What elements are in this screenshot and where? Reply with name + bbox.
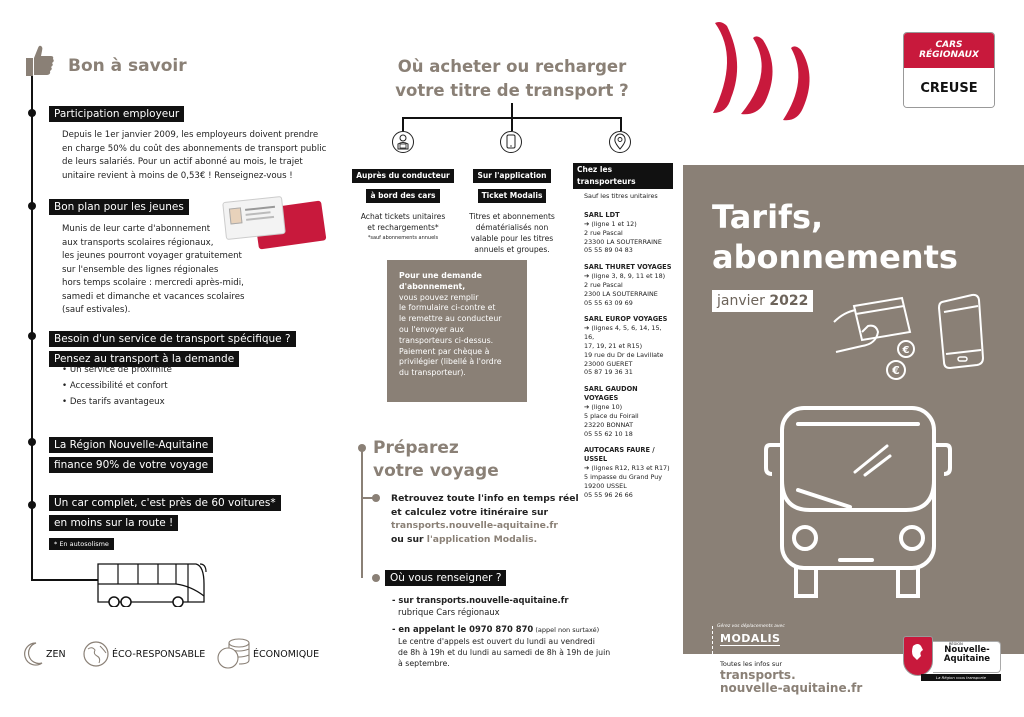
jeunes-text: Munis de leur carte d'abonnement aux transports scolaires régionaux, les jeunes pourront voyager gratuitement sur l'ensemble des lignes régionales hors temps scolaire : mercredi après-midi, samedi et dimanche et vacances scolaires (sauf estivales). [62, 224, 245, 315]
bullet-item: • Un service de proximité [62, 362, 172, 378]
connector [620, 117, 622, 131]
connector [511, 103, 513, 118]
tag-region-finance: La Région Nouvelle-Aquitaine finance 90% de votre voyage [49, 433, 213, 473]
footer-economique: ÉCONOMIQUE [217, 638, 319, 670]
driver-icon [392, 131, 414, 153]
carrier-thuret: SARL THURET VOYAGES ➔ (ligne 3, 8, 9, 11 et 18) 2 rue Pascal 2300 LA SOUTERRAINE 05 55 63 09 69 [584, 263, 672, 307]
globe-icon [82, 640, 110, 668]
timeline-dot [28, 438, 36, 446]
modalis-app-link[interactable]: l'application Modalis. [426, 533, 538, 545]
carrier-gaudon: SARL GAUDON VOYAGES ➔ (ligne 10) 5 place du Foirail 23220 BONNAT 05 55 62 10 18 [584, 385, 639, 438]
modalis-bracket [712, 626, 714, 684]
carrier-faure: AUTOCARS FAURE / USSEL ➔ (lignes R12, R13 et R17) 5 impasse du Grand Puy 19200 USSEL 05 55 96 26 66 [584, 446, 670, 499]
section-title-bon-a-savoir: Bon à savoir [68, 56, 187, 76]
coach-bus-icon [96, 562, 211, 607]
card-payment-icon [832, 292, 917, 382]
connector [402, 117, 404, 131]
svg-text:€: € [902, 345, 910, 356]
infos-label: Toutes les infos sur [720, 660, 783, 668]
where-to-buy-title: Où acheter ou recharger votre titre de transport ? [395, 57, 629, 100]
connector [511, 117, 513, 131]
footer-website-link[interactable]: transports. nouvelle-aquitaine.fr [720, 668, 863, 695]
timeline-dot [372, 494, 380, 502]
region-nouvelle-aquitaine-logo: RÉGION Nouvelle- Aquitaine La Région vous transporte [903, 636, 1003, 682]
carrier-europ: SARL EUROP VOYAGES ➔ (lignes 4, 5, 6, 14, 15, 16, 17, 19, 21 et R15) 19 rue du Dr de Lavillate 23000 GUERET 05 87 19 36 31 [584, 315, 668, 377]
subscription-cards-image [222, 195, 327, 250]
column-transporteurs: Chez les transporteurs Sauf les titres unitaires SARL LDT ➔ (ligne 1 et 12) 2 rue Pascal 23300 LA SOUTERRAINE 05 55 89 04 83 SARL THURET VOYAGES ➔ (ligne 3, 8, 9, 11 et 18) 2 rue Pascal 2300 LA SOUTERRAINE 05 55 63 09 69 SARL EUROP VOYAGES ➔ (lignes 4, 5, 6, 14, 15, 16, 17, 19, 21 et R15) 19 rue du Dr de Lavillate 23000 GUERET 05 87 19 36 31 SARL GAUDON VOYAGES ➔ (ligne 10) 5 place du Foirail 23220 BONNAT 05 55 62 10 18 AUTOCARS FAURE / USSEL ➔ (lignes R12, R13 et R17) 5 impasse du Grand Puy 19200 USSEL 05 55 96 26 66 [573, 163, 673, 500]
timeline-dot [28, 202, 36, 210]
footer-zen: ZEN [24, 641, 66, 667]
cars-regionaux-swoosh-logo [705, 18, 825, 123]
date-label: janvier 2022 [712, 290, 813, 312]
thumbs-up-icon [24, 44, 56, 78]
prepare-info: Retrouvez toute l'info en temps réel et calculez votre itinéraire sur transports.nouvelle-aquitaine.fr ou sur l'application Modalis. [391, 493, 579, 545]
prepare-title: Préparez votre voyage [373, 438, 499, 481]
smartphone-icon [936, 292, 986, 372]
smartphone-icon [500, 131, 522, 153]
tag-ou-vous-renseigner: Où vous renseigner ? [385, 570, 506, 586]
tag-participation-employeur: Participation employeur [49, 106, 184, 122]
timeline-dot [28, 501, 36, 509]
transport-demande-bullets [62, 362, 172, 410]
subscription-request-box: Pour une demande d'abonnement, vous pouvez remplir le formulaire ci-contre et le remettre au conducteur ou l'envoyer aux transporteurs ci-dessus. Paiement par chèque à privilégier (libellé à l'ordre du transporteur). [387, 260, 527, 402]
bullet-item: • Accessibilité et confort [62, 378, 172, 394]
carrier-sarl-ldt: SARL LDT ➔ (ligne 1 et 12) 2 rue Pascal 23300 LA SOUTERRAINE 05 55 89 04 83 [584, 211, 662, 255]
website-link[interactable]: transports.nouvelle-aquitaine.fr [391, 520, 558, 531]
modalis-caption: Gérez vos déplacements avec [717, 624, 785, 629]
footer-eco-responsable: ÉCO-RESPONSABLE [82, 640, 205, 668]
modalis-logo: MODALIS [720, 632, 781, 645]
location-pin-icon [609, 131, 631, 153]
moon-icon [24, 641, 44, 667]
svg-text:€: € [892, 364, 900, 377]
tag-bon-plan-jeunes: Bon plan pour les jeunes [49, 199, 189, 215]
bus-front-icon [760, 400, 960, 605]
participation-text: Depuis le 1er janvier 2009, les employeurs doivent prendre en charge 50% du coût des abonnements de transport public de leurs salariés. Pour un actif abonné au mois, le trajet unitaire revient à moins de 0,53€ ! Renseignez-vous ! [62, 130, 327, 181]
main-title: Tarifs, abonnements [712, 198, 958, 276]
timeline-dot [372, 574, 380, 582]
column-application: Sur l'application Ticket Modalis Titres et abonnements dématérialisés non valable pour les titres annuels et groupes. [469, 171, 555, 254]
creuse-badge: CARS RÉGIONAUX CREUSE [903, 32, 995, 108]
timeline-line-bottom [31, 579, 101, 581]
tag-car-complet: Un car complet, c'est près de 60 voitures* en moins sur la route ! * En autosolisme [49, 491, 281, 550]
timeline-dot [28, 332, 36, 340]
lion-icon [909, 642, 927, 664]
bullet-item: • Des tarifs avantageux [62, 394, 172, 410]
column-conducteur: Auprès du conducteur à bord des cars Achat tickets unitaires et rechargements* *sauf abonnements annuels [352, 163, 454, 241]
prepare-timeline-line [361, 448, 363, 578]
tag-transport-demande: Besoin d'un service de transport spécifique ? Pensez au transport à la demande [49, 327, 296, 367]
timeline-dot [28, 109, 36, 117]
info-contacts: - sur transports.nouvelle-aquitaine.fr rubrique Cars régionaux - en appelant le 0970 870 870 (appel non surtaxé) Le centre d'appels est ouvert du lundi au vendredi de 8h à 19h et du lundi au samedi de 8h à 19h de juin à septembre. [392, 595, 611, 668]
coins-icon [217, 638, 251, 670]
